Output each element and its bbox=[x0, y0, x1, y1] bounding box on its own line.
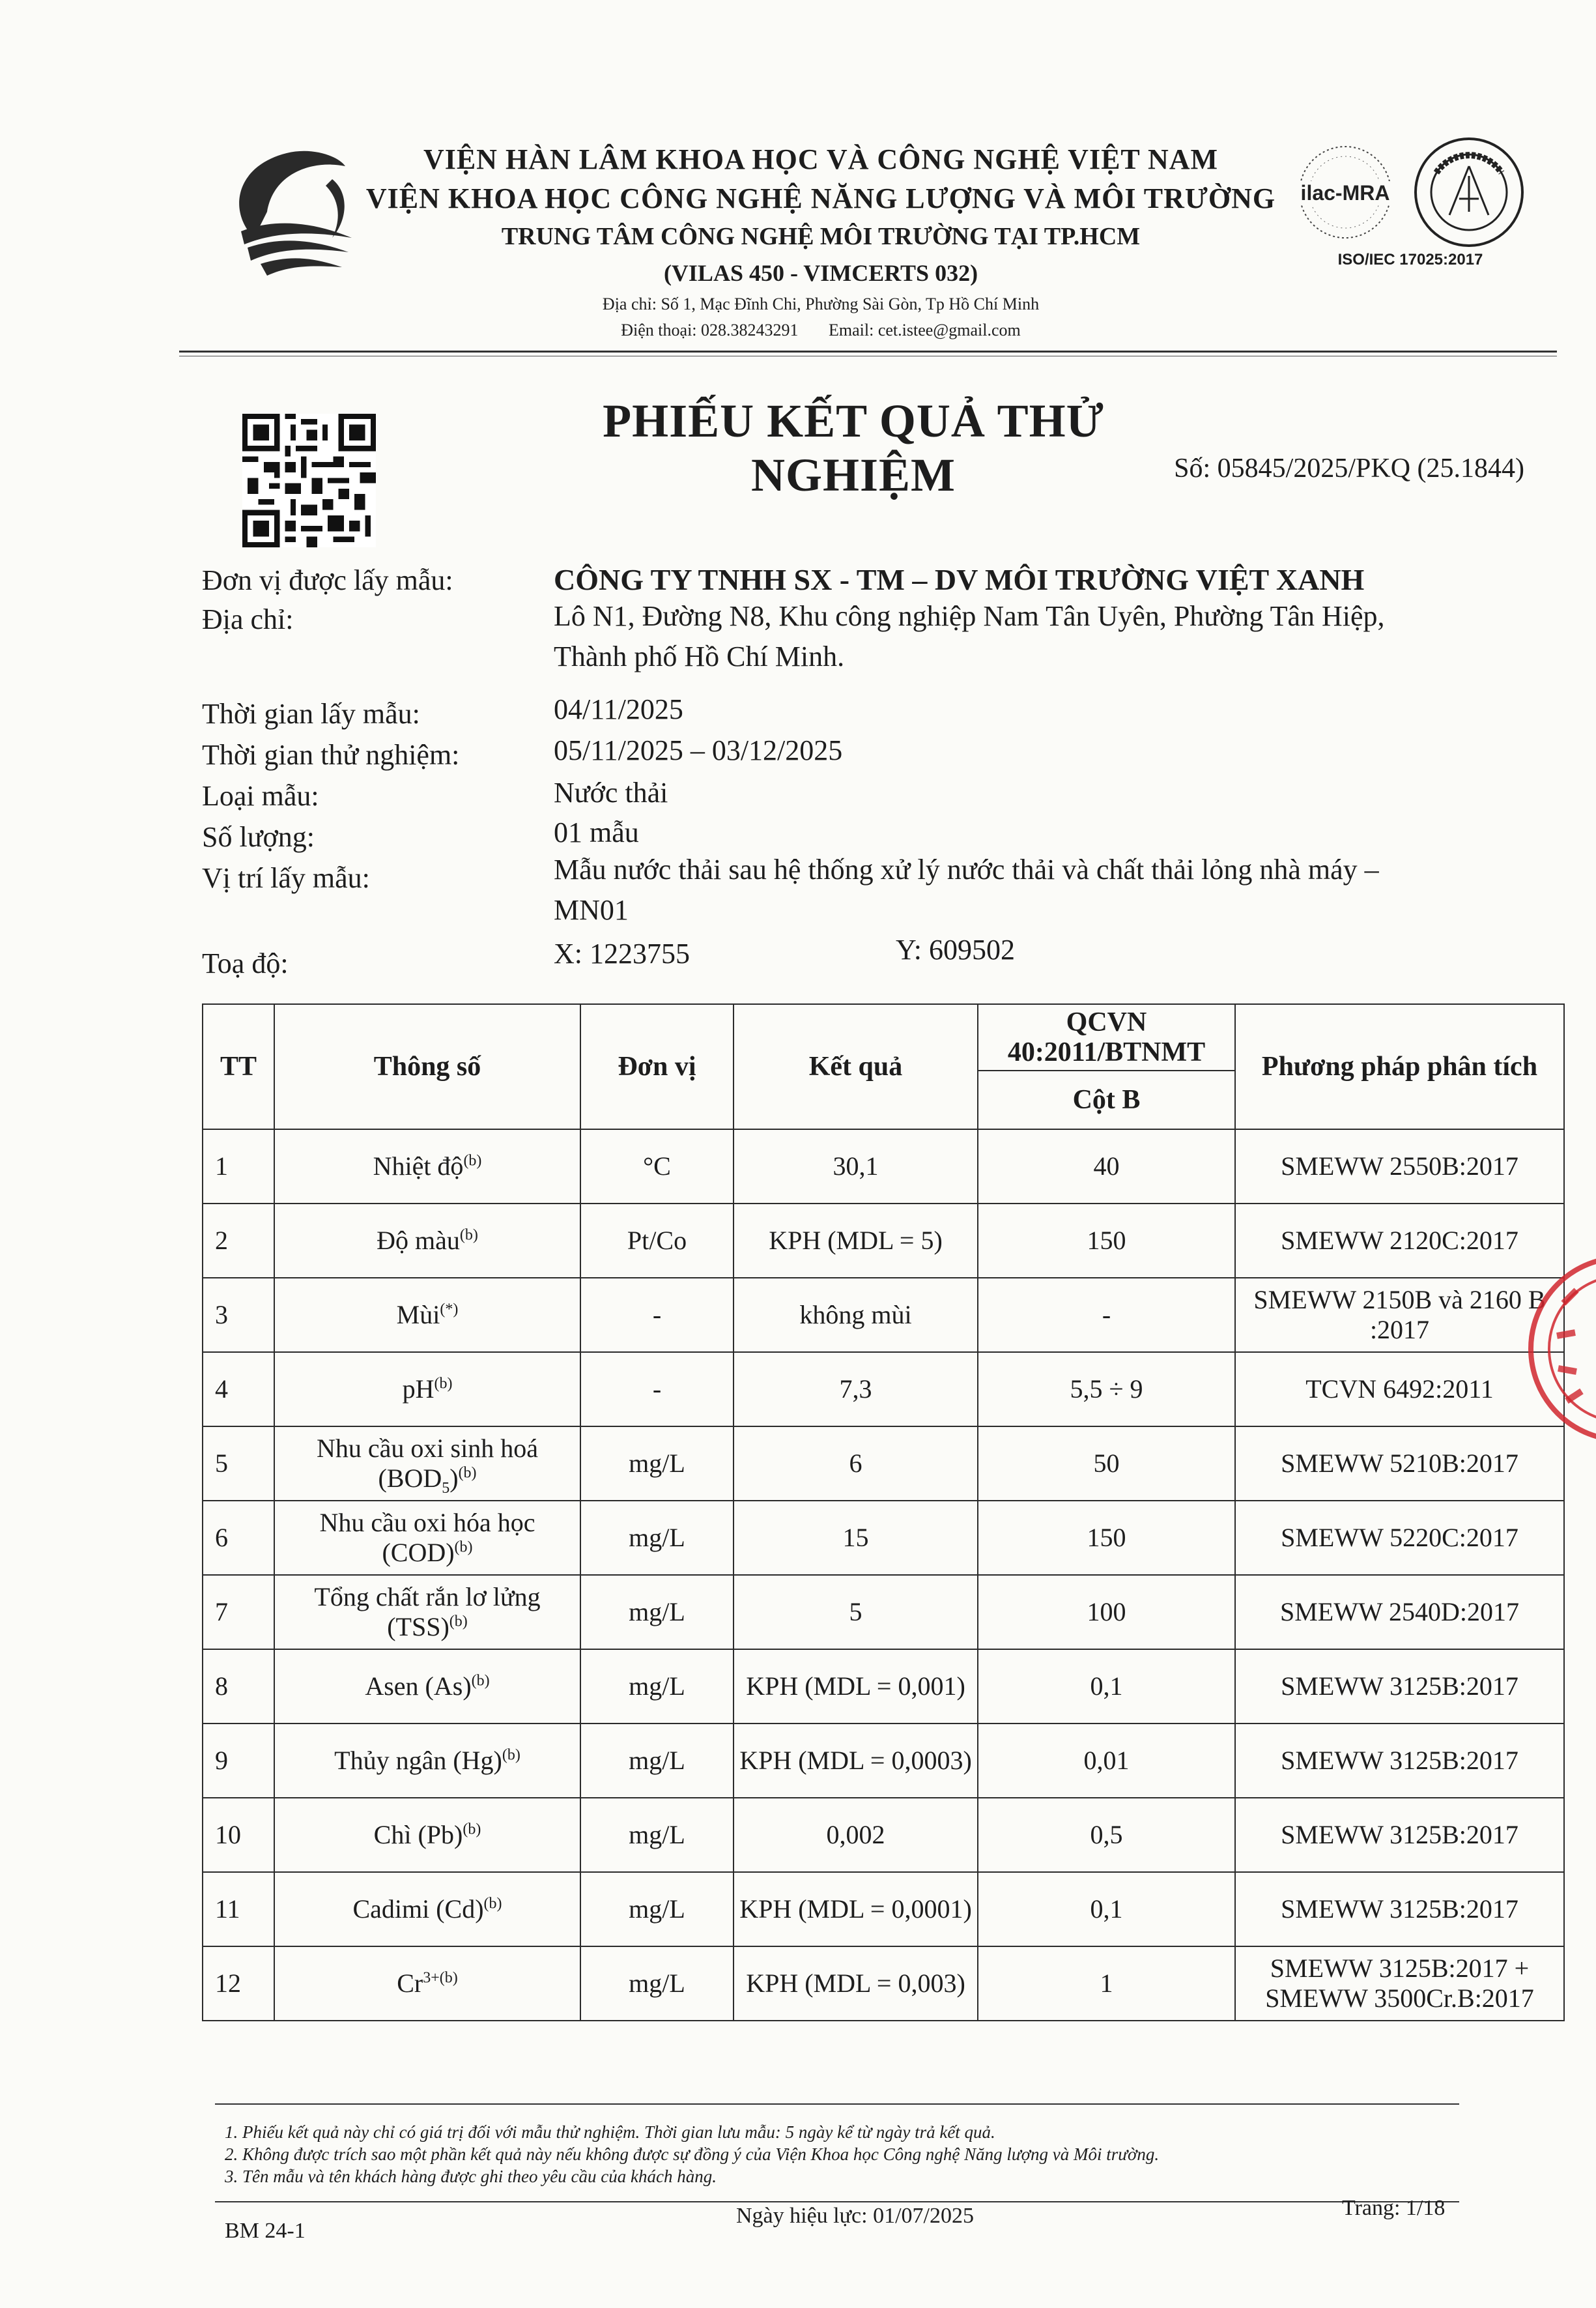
row-method: SMEWW 3125B:2017 bbox=[1235, 1798, 1564, 1872]
row-param: Tổng chất rắn lơ lửng (TSS)$^{(b)}$ bbox=[274, 1575, 580, 1649]
org-email: Email: cet.istee@gmail.com bbox=[829, 321, 1021, 339]
row-method: SMEWW 2120C:2017 bbox=[1235, 1204, 1564, 1278]
coord-label: Toạ độ: bbox=[202, 947, 289, 979]
row-tt: 7 bbox=[203, 1575, 274, 1649]
results-table bbox=[202, 1003, 1565, 2021]
effective-date: Ngày hiệu lực: 01/07/2025 bbox=[736, 2204, 974, 2228]
header-method: Phương pháp phân tích bbox=[1235, 1004, 1564, 1129]
row-param: $pH^{(b)}$ bbox=[274, 1352, 580, 1426]
row-param: Thủy ngân $(Hg)^{(b)}$ bbox=[274, 1724, 580, 1798]
row-result: 6 bbox=[734, 1426, 978, 1501]
row-tt: 12 bbox=[203, 1946, 274, 2021]
page-number: Trang: 1/18 bbox=[1342, 2196, 1446, 2220]
document-title: PHIẾU KẾT QUẢ THỬ NGHIỆM bbox=[603, 395, 1104, 501]
row-tt: 11 bbox=[203, 1872, 274, 1946]
form-code: BM 24-1 bbox=[225, 2219, 306, 2243]
note-1: 1. Phiếu kết quả này chỉ có giá trị đối với mẫu thử nghiệm. Thời gian lưu mẫu: 5 ngày kể từ ngày trả kết quả. bbox=[225, 2122, 995, 2142]
row-method: SMEWW 3125B:2017 bbox=[1235, 1649, 1564, 1724]
table-row bbox=[203, 1575, 1564, 1649]
row-unit: °C bbox=[580, 1129, 734, 1204]
row-tt: 6 bbox=[203, 1501, 274, 1575]
row-tt: 4 bbox=[203, 1352, 274, 1426]
row-limit: 5,5 ÷ 9 bbox=[978, 1352, 1235, 1426]
row-limit: 0,1 bbox=[978, 1872, 1235, 1946]
org-line-3: TRUNG TÂM CÔNG NGHỆ MÔI TRƯỜNG TẠI TP.HCM bbox=[501, 223, 1141, 250]
unit-label: Đơn vị được lấy mẫu: bbox=[202, 564, 453, 596]
table-row bbox=[203, 1129, 1564, 1204]
table-row bbox=[203, 1352, 1564, 1426]
header-qcvn: QCVN 40:2011/BTNMT bbox=[978, 1004, 1235, 1071]
table-row bbox=[203, 1278, 1564, 1352]
row-method: SMEWW 2550B:2017 bbox=[1235, 1129, 1564, 1204]
row-unit: Pt/Co bbox=[580, 1204, 734, 1278]
row-tt: 8 bbox=[203, 1649, 274, 1724]
org-address: Địa chỉ: Số 1, Mạc Đĩnh Chi, Phường Sài Gòn, Tp Hồ Chí Minh bbox=[602, 295, 1040, 313]
org-line-2: VIỆN KHOA HỌC CÔNG NGHỆ NĂNG LƯỢNG VÀ MÔI TRƯỜNG bbox=[365, 182, 1276, 214]
notes bbox=[225, 2121, 1462, 2187]
row-result: 30,1 bbox=[734, 1129, 978, 1204]
table-row bbox=[203, 1724, 1564, 1798]
address-value-line1: Lô N1, Đường N8, Khu công nghiệp Nam Tân Uyên, Phường Tân Hiệp, bbox=[554, 600, 1385, 632]
row-method: SMEWW 2540D:2017 bbox=[1235, 1575, 1564, 1649]
document-number: Số: 05845/2025/PKQ (25.1844) bbox=[1174, 454, 1524, 483]
header-result: Kết quả bbox=[734, 1004, 978, 1129]
sample-type-value: Nước thải bbox=[554, 777, 668, 809]
row-limit: 0,5 bbox=[978, 1798, 1235, 1872]
organization-header bbox=[365, 140, 1277, 343]
row-method: TCVN 6492:2011 bbox=[1235, 1352, 1564, 1426]
row-param: Nhu cầu oxi hóa học (COD)$^{(b)}$ bbox=[274, 1501, 580, 1575]
address-label: Địa chỉ: bbox=[202, 603, 294, 635]
row-method: SMEWW 3125B:2017 bbox=[1235, 1724, 1564, 1798]
org-line-4: (VILAS 450 - VIMCERTS 032) bbox=[663, 260, 978, 286]
row-limit: 50 bbox=[978, 1426, 1235, 1501]
row-param: $Cr^{3+(b)}$ bbox=[274, 1946, 580, 2021]
table-row bbox=[203, 1204, 1564, 1278]
table-row bbox=[203, 1501, 1564, 1575]
row-limit: 0,01 bbox=[978, 1724, 1235, 1798]
location-value-line2: MN01 bbox=[554, 894, 629, 926]
row-unit: - bbox=[580, 1278, 734, 1352]
row-tt: 3 bbox=[203, 1278, 274, 1352]
notes-rule bbox=[215, 2103, 1459, 2105]
row-unit: mg/L bbox=[580, 1426, 734, 1501]
coord-y: Y: 609502 bbox=[896, 934, 1015, 966]
row-unit: mg/L bbox=[580, 1724, 734, 1798]
row-limit: 150 bbox=[978, 1204, 1235, 1278]
row-limit: 40 bbox=[978, 1129, 1235, 1204]
ilac-text: ilac-MRA bbox=[1300, 181, 1390, 205]
row-unit: mg/L bbox=[580, 1649, 734, 1724]
sample-time-label: Thời gian lấy mẫu: bbox=[202, 698, 420, 730]
test-time-label: Thời gian thử nghiệm: bbox=[202, 739, 460, 771]
test-time-value: 05/11/2025 – 03/12/2025 bbox=[554, 734, 843, 766]
location-value-line1: Mẫu nước thải sau hệ thống xử lý nước thải và chất thải lỏng nhà máy – bbox=[554, 854, 1379, 886]
table-row bbox=[203, 1426, 1564, 1501]
row-result: 15 bbox=[734, 1501, 978, 1575]
row-unit: mg/L bbox=[580, 1501, 734, 1575]
row-method: SMEWW 5210B:2017 bbox=[1235, 1426, 1564, 1501]
row-param: Cadimi $(Cd)^{(b)}$ bbox=[274, 1872, 580, 1946]
qr-code-icon bbox=[242, 414, 376, 547]
row-param: Mùi(*) bbox=[274, 1278, 580, 1352]
row-unit: mg/L bbox=[580, 1946, 734, 2021]
row-tt: 5 bbox=[203, 1426, 274, 1501]
row-result: KPH (MDL = 0,003) bbox=[734, 1946, 978, 2021]
institute-stamp-icon bbox=[1524, 1225, 1596, 1473]
row-param: Nhiệt độ$^{(b)}$ bbox=[274, 1129, 580, 1204]
row-result: 5 bbox=[734, 1575, 978, 1649]
row-result: 7,3 bbox=[734, 1352, 978, 1426]
header-rule bbox=[179, 351, 1557, 353]
address-value-line2: Thành phố Hồ Chí Minh. bbox=[554, 641, 845, 672]
header-tt: TT bbox=[203, 1004, 274, 1129]
row-limit: 1 bbox=[978, 1946, 1235, 2021]
org-line-1: VIỆN HÀN LÂM KHOA HỌC VÀ CÔNG NGHỆ VIỆT NAM bbox=[423, 143, 1219, 175]
table-row bbox=[203, 1872, 1564, 1946]
row-result: KPH (MDL = 0,0001) bbox=[734, 1872, 978, 1946]
unit-value: CÔNG TY TNHH SX - TM – DV MÔI TRƯỜNG VIỆT XANH bbox=[554, 563, 1365, 596]
header-param: Thông số bbox=[274, 1004, 580, 1129]
row-limit: - bbox=[978, 1278, 1235, 1352]
row-unit: - bbox=[580, 1352, 734, 1426]
row-limit: 150 bbox=[978, 1501, 1235, 1575]
table-row bbox=[203, 1946, 1564, 2021]
row-result: không mùi bbox=[734, 1278, 978, 1352]
row-method: SMEWW 5220C:2017 bbox=[1235, 1501, 1564, 1575]
table-header-row bbox=[203, 1004, 1564, 1071]
sample-type-label: Loại mẫu: bbox=[202, 780, 319, 812]
row-tt: 9 bbox=[203, 1724, 274, 1798]
row-unit: mg/L bbox=[580, 1575, 734, 1649]
row-limit: 100 bbox=[978, 1575, 1235, 1649]
row-method: SMEWW 3125B:2017 + SMEWW 3500Cr.B:2017 bbox=[1235, 1946, 1564, 2021]
row-result: KPH (MDL = 5) bbox=[734, 1204, 978, 1278]
iso-standard: ISO/IEC 17025:2017 bbox=[1337, 251, 1483, 268]
row-param: Chì $(Pb)^{(b)}$ bbox=[274, 1798, 580, 1872]
row-method: SMEWW 2150B và 2160 B :2017 bbox=[1235, 1278, 1564, 1352]
quantity-label: Số lượng: bbox=[202, 821, 315, 853]
ilac-mra-logo-icon bbox=[1287, 137, 1404, 248]
location-label: Vị trí lấy mẫu: bbox=[202, 862, 370, 894]
accreditation-seal-icon bbox=[1410, 134, 1528, 251]
note-2: 2. Không được trích sao một phần kết quả này nếu không được sự đồng ý của Viện Khoa học Công nghệ Năng lượng và Môi trường. bbox=[225, 2144, 1160, 2164]
coord-x: X: 1223755 bbox=[554, 938, 690, 970]
row-tt: 1 bbox=[203, 1129, 274, 1204]
org-phone: Điện thoại: 028.38243291 bbox=[621, 321, 799, 339]
row-result: 0,002 bbox=[734, 1798, 978, 1872]
row-tt: 10 bbox=[203, 1798, 274, 1872]
row-unit: mg/L bbox=[580, 1872, 734, 1946]
row-limit: 0,1 bbox=[978, 1649, 1235, 1724]
quantity-value: 01 mẫu bbox=[554, 816, 639, 848]
org-contact bbox=[365, 317, 1277, 343]
row-unit: mg/L bbox=[580, 1798, 734, 1872]
row-result: KPH (MDL = 0,001) bbox=[734, 1649, 978, 1724]
row-param: Nhu cầu oxi sinh hoá $(BOD_5)^{(b)}$ bbox=[274, 1426, 580, 1501]
table-row bbox=[203, 1798, 1564, 1872]
row-param: Độ màu$^{(b)}$ bbox=[274, 1204, 580, 1278]
footer-rule bbox=[215, 2201, 1459, 2202]
row-result: KPH (MDL = 0,0003) bbox=[734, 1724, 978, 1798]
row-tt: 2 bbox=[203, 1204, 274, 1278]
institute-logo-icon bbox=[215, 140, 365, 283]
sample-time-value: 04/11/2025 bbox=[554, 693, 683, 725]
header-col-b: Cột B bbox=[978, 1071, 1235, 1129]
table-row bbox=[203, 1649, 1564, 1724]
row-method: SMEWW 3125B:2017 bbox=[1235, 1872, 1564, 1946]
row-param: Asen $(As)^{(b)}$ bbox=[274, 1649, 580, 1724]
header-unit: Đơn vị bbox=[580, 1004, 734, 1129]
note-3: 3. Tên mẫu và tên khách hàng được ghi theo yêu cầu của khách hàng. bbox=[225, 2167, 717, 2186]
